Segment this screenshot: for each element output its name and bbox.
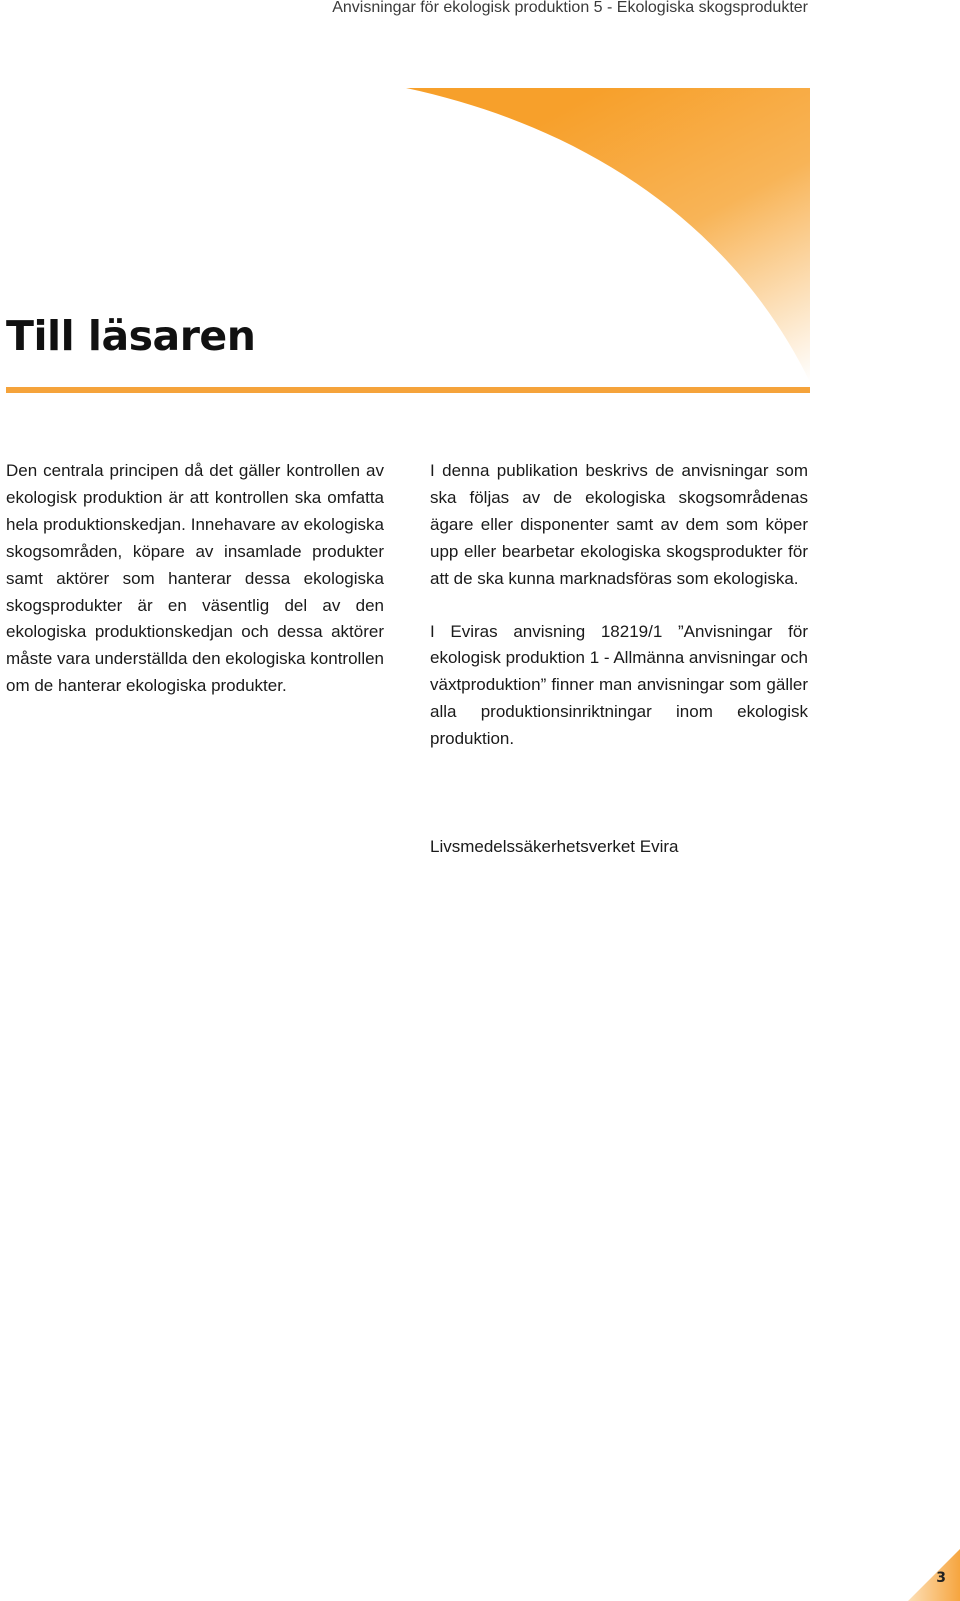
left-column <box>6 458 384 700</box>
decorative-orange-arc <box>406 88 810 382</box>
right-paragraph-2: I Eviras anvisning 18219/1 ”Anvisningar för ekologisk produktion 1 - Allmänna anvisningar och växtproduktion” finner man anvisningar som gäller alla produktionsinriktningar inom ekologisk produktion. <box>430 621 809 749</box>
signature: Livsmedelssäkerhetsverket Evira <box>430 837 679 856</box>
page-number: 3 <box>936 1570 946 1586</box>
right-paragraph-1: I denna publikation beskrivs de anvisningar som ska följas av de ekologiska skogsområdenas ägare eller disponenter samt av dem som köper upp eller bearbetar ekologiska skogsprodukter för att de ska kunna marknadsföras som ekologiska. <box>430 461 808 588</box>
right-column <box>430 458 808 753</box>
page-corner-triangle <box>908 1549 960 1601</box>
title-underline-rule <box>6 387 810 393</box>
page-title: Till läsaren <box>6 312 256 360</box>
left-paragraph: Den centrala principen då det gäller kontrollen av ekologisk produktion är att kontrollen ska omfatta hela produktionskedjan. Innehavare av ekologiska skogsområden, köpare av insamlade produkter samt aktörer som hanterar dessa ekologiska skogsprodukter är en väsentlig del av den ekologiska produktionskedjan och dessa aktörer måste vara underställda den ekologiska kontrollen om de hanterar ekologiska produkter. <box>6 461 385 696</box>
running-header: Anvisningar för ekologisk produktion 5 - Ekologiska skogsprodukter <box>332 0 808 16</box>
